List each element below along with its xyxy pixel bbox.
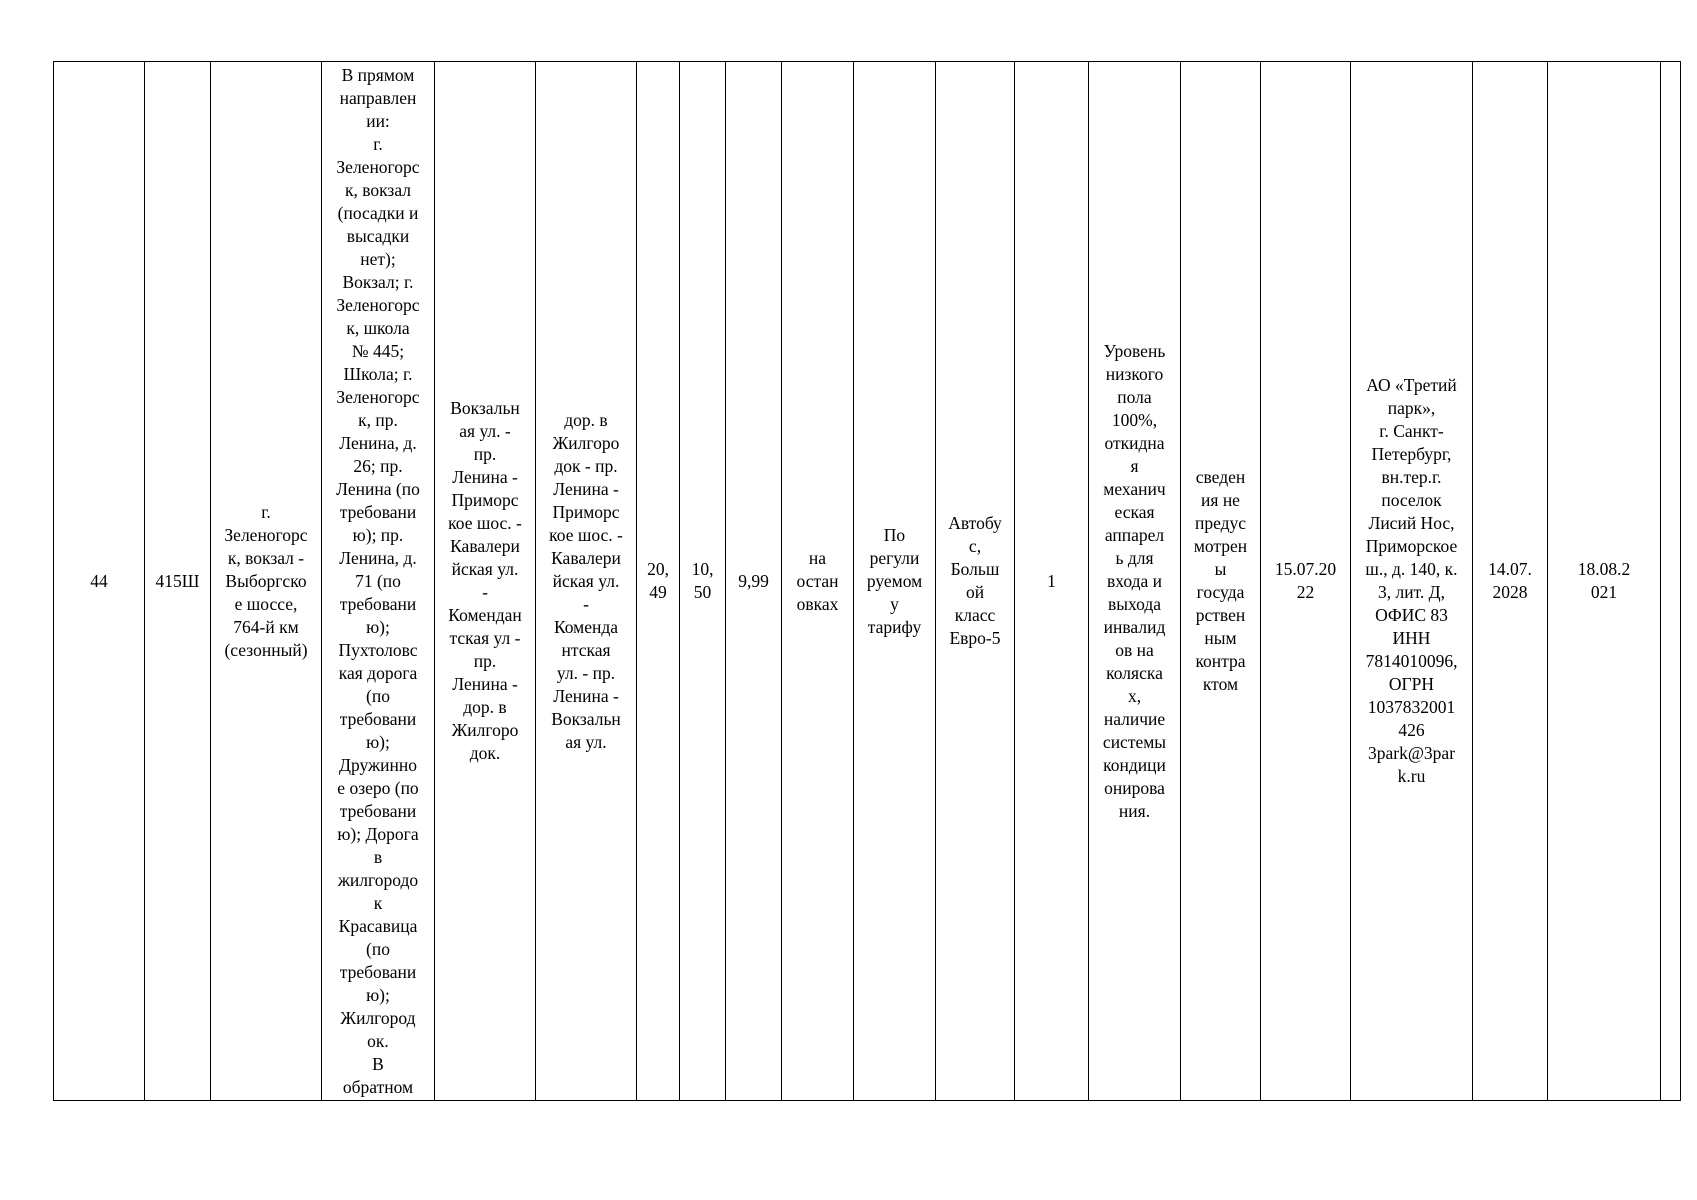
cell-length-backward: 10, 50 — [680, 62, 726, 1101]
cell-length-forward: 20, 49 — [637, 62, 680, 1101]
cell-contract-info: сведен ия не предус мотрен ы госуда рствен ным контра ктом — [1181, 62, 1261, 1101]
cell-route-number: 415Ш — [145, 62, 211, 1101]
cell-end-date: 14.07. 2028 — [1473, 62, 1548, 1101]
cell-length-total: 9,99 — [726, 62, 782, 1101]
cell-start-date: 15.07.20 22 — [1261, 62, 1351, 1101]
cell-vehicle-features: Уровень низкого пола 100%, откидна я механич еская аппарел ь для входа и выхода инвалид ов на коляска х, наличие системы кондици онирова ния. — [1089, 62, 1181, 1101]
registry-table — [53, 61, 1681, 1101]
cell-route-name: г. Зеленогорс к, вокзал - Выборгско е шоссе, 764-й км (сезонный) — [211, 62, 322, 1101]
cell-carrier-info: АО «Третий парк», г. Санкт- Петербург, вн.тер.г. поселок Лисий Нос, Приморское ш., д. 140, к. 3, лит. Д, ОФИС 83 ИНН 7814010096, ОГРН 1037832001 426 3park@3par k.ru — [1351, 62, 1473, 1101]
cell-boarding-procedure: на остан овках — [782, 62, 854, 1101]
cell-empty — [1661, 62, 1681, 1101]
cell-stops-list: В прямом направлен ии: г. Зеленогорс к, вокзал (посадки и высадки нет); Вокзал; г. Зеленогорс к, школа № 445; Школа; г. Зеленогорс к, пр. Ленина, д. 26; пр. Ленина (по требовани ю); пр. Ленина, д. 71 (по требовани ю); Пухтоловс кая дорога (по требовани ю); Дружинно е озеро (по требовани ю); Дорога в жилгородо к Красавица (по требовани ю); Жилгород ок. В обратном — [322, 62, 435, 1101]
cell-registration-date: 18.08.2 021 — [1548, 62, 1661, 1101]
cell-vehicle-count: 1 — [1015, 62, 1089, 1101]
cell-vehicle-type: Автобу с, Больш ой класс Евро-5 — [936, 62, 1015, 1101]
cell-tariff-type: По регули руемом у тарифу — [854, 62, 936, 1101]
cell-streets-backward: дор. в Жилгоро док - пр. Ленина - Приморс кое шос. - Кавалери йская ул. - Коменда нтская ул. - пр. Ленина - Вокзальн ая ул. — [536, 62, 637, 1101]
cell-streets-forward: Вокзальн ая ул. - пр. Ленина - Приморс кое шос. - Кавалери йская ул. - Комендан тская ул - пр. Ленина - дор. в Жилгоро док. — [435, 62, 536, 1101]
cell-row-number: 44 — [54, 62, 145, 1101]
table-row — [54, 62, 1681, 1101]
